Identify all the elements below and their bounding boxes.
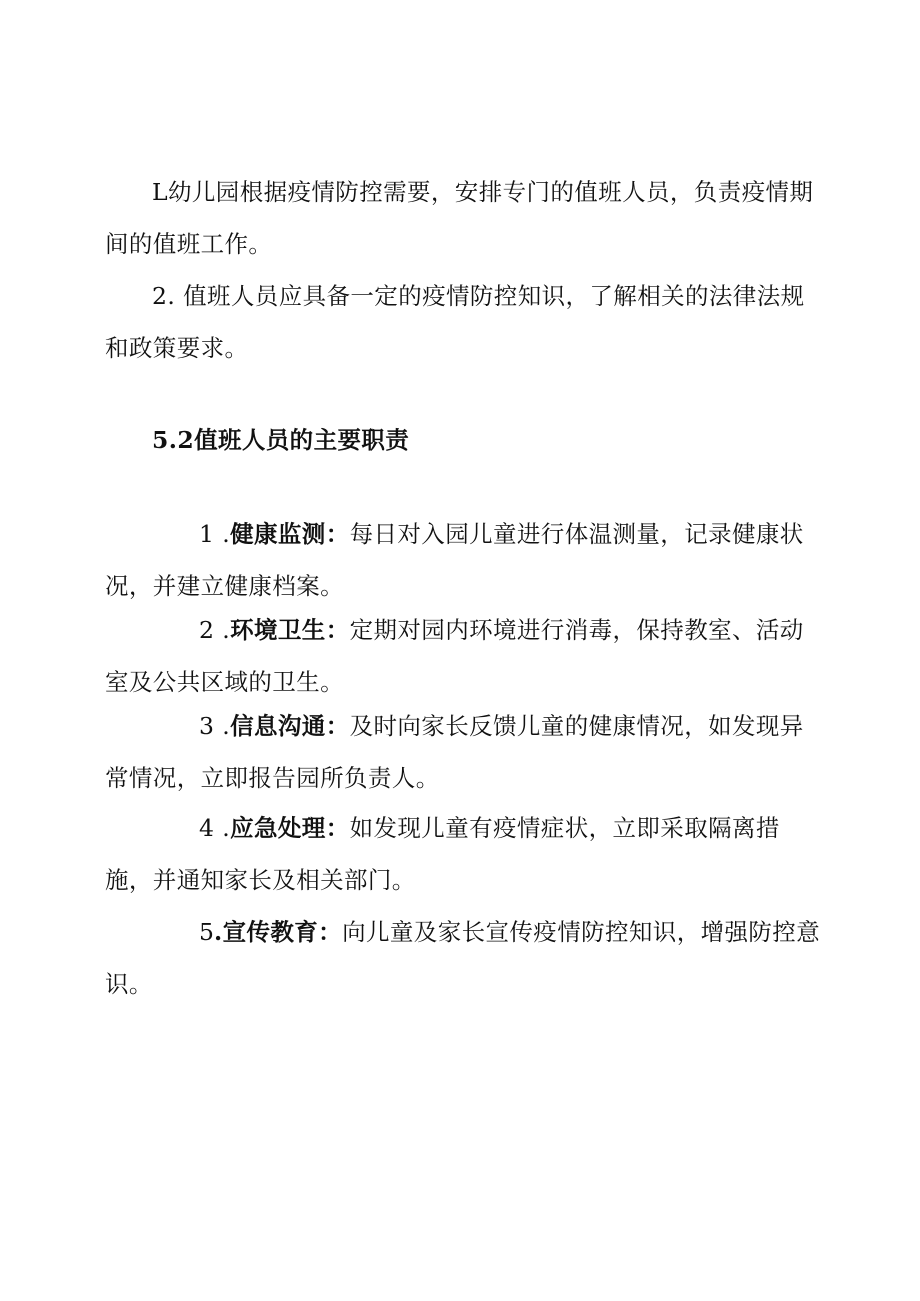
intro-paragraph-1 — [105, 166, 825, 270]
duty-number: 5 — [199, 918, 215, 946]
duty-title: .宣传教育： — [214, 918, 343, 946]
duty-item-1 — [105, 508, 825, 612]
intro-paragraph-2-text: 2. 值班人员应具备一定的疫情防控知识，了解相关的法律法规和政策要求。 — [105, 282, 805, 362]
duty-item-5 — [105, 906, 825, 1010]
duty-body: 及时向家长反馈儿童的健康情况，如发现异常情况，立即报告园所负责人。 — [105, 712, 804, 792]
duty-number: 1 . — [199, 520, 231, 548]
duty-body: 定期对园内环境进行消毒，保持教室、活动室及公共区域的卫生。 — [105, 616, 804, 696]
duty-number: 2 . — [199, 616, 231, 644]
duty-body: 向儿童及家长宣传疫情防控知识，增强防控意识。 — [105, 918, 821, 998]
duty-body: 如发现儿童有疫情症状，立即采取隔离措施，并通知家长及相关部门。 — [105, 814, 780, 894]
duty-body: 每日对入园儿童进行体温测量，记录健康状况，并建立健康档案。 — [105, 520, 804, 600]
duty-item-4 — [105, 802, 825, 906]
duty-item-2 — [105, 604, 825, 708]
intro-paragraph-2 — [105, 270, 825, 374]
duty-title: 应急处理： — [230, 814, 350, 842]
duty-title: 环境卫生： — [230, 616, 350, 644]
duty-number: 3 . — [199, 712, 231, 740]
section-heading: 5.2值班人员的主要职责 — [152, 426, 410, 454]
duty-title: 健康监测： — [230, 520, 350, 548]
duty-title: 信息沟通： — [230, 712, 350, 740]
duty-item-3 — [105, 700, 825, 804]
duty-number: 4 . — [199, 814, 231, 842]
intro-paragraph-1-text: L幼儿园根据疫情防控需要，安排专门的值班人员，负责疫情期间的值班工作。 — [105, 178, 814, 258]
